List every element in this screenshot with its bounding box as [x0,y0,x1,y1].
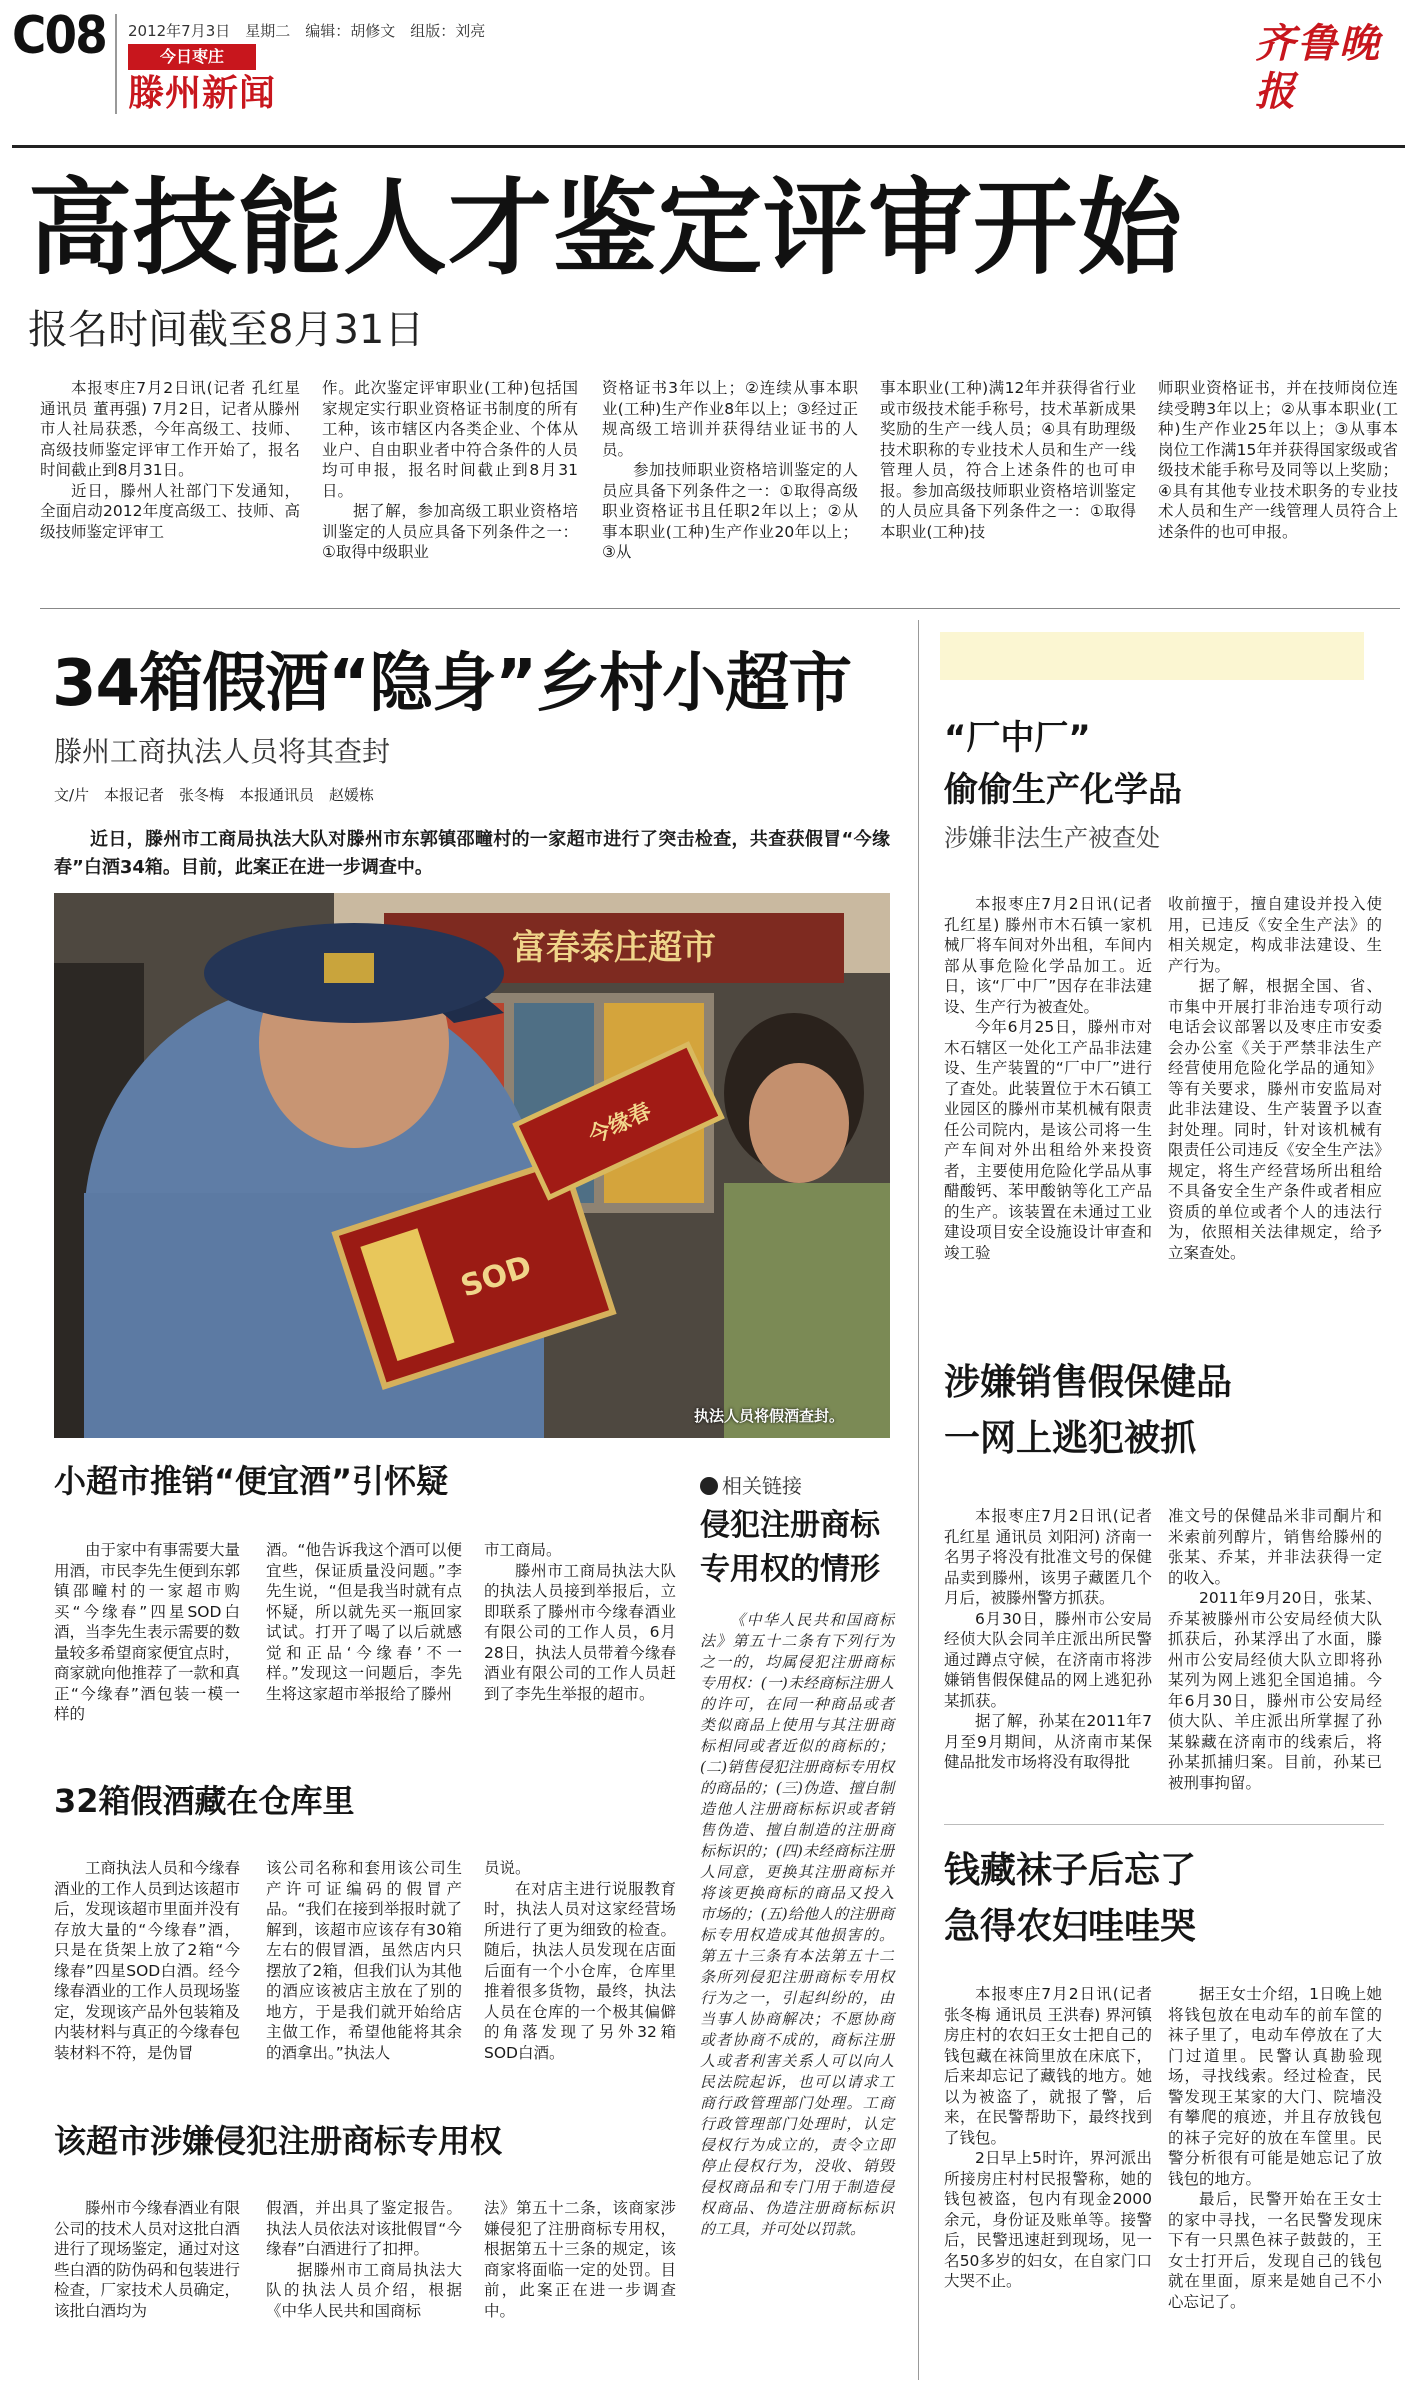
lead-divider [40,608,1400,609]
news-photo [54,893,890,1438]
rail-p: 据了解，孙某在2011年7月至9月期间，从济南市某保健品批发市场将没有取得批 [944,1712,1152,1771]
section-title: 32箱假酒藏在仓库里 [54,1782,355,1820]
rail-story2-headline2: 一网上逃犯被抓 [944,1418,1197,1459]
section-p: 假酒，并出具了鉴定报告。执法人员依法对该批假冒“今缘春”白酒进行了扣押。 [266,2199,462,2258]
section-p: 由于家中有事需要大量用酒，市民李先生便到东郭镇邵疃村的一家超市购买“今缘春”四星SOD白酒，当李先生表示需要的数量较多希望商家便宜点时，商家就向他推荐了一款和真正“今缘春”酒包装一模一样的 [54,1541,241,1723]
section-p: 市工商局。 [484,1541,562,1559]
lead-p: 近日，滕州人社部门下发通知，全面启动2012年度高级工、技师、高级技师鉴定评审工 [40,481,300,541]
lead-p: 资格证书3年以上；②连续从事本职业(工种)生产作业8年以上；③经过正规高级工培训并获得结业证书的人员。 [602,379,858,459]
section-p: 工商执法人员和今缘春酒业的工作人员到达该超市后，发现该超市里面并没有存放大量的“今缘春”酒，只是在货架上放了2箱“今缘春”四星SOD白酒。经今缘春酒业的工作人员现场鉴定，发现该产品外包装箱及内装材料与真正的今缘春包装材料不符，是伪冒 [54,1859,241,2062]
paper-name: 齐鲁晚报 [1255,20,1381,115]
lead-col-4 [880,378,1136,542]
sec3-col-2 [266,2198,462,2321]
rail-p: 本报枣庄7月2日讯(记者 孔红星) 滕州市木石镇一家机械厂将车间对外出租，车间内部从事危险化学品加工。近日，该“厂中厂”因存在非法建设、生产行为被查处。 [944,895,1152,1016]
main-subheadline: 滕州工商执法人员将其查封 [54,735,391,768]
section-tag: 今日枣庄 [128,44,256,70]
sec1-col-1 [54,1540,240,1725]
sec3-col-3 [484,2198,676,2321]
section-title: 该超市涉嫌侵犯注册商标专用权 [54,2122,503,2160]
rail-story1-headline1: “厂中厂” [944,718,1091,758]
rail-story3-col1 [944,1984,1152,2292]
rail-p: 本报枣庄7月2日讯(记者 孔红星 通讯员 刘阳河) 济南一名男子将没有批准文号的保健品卖到滕州，该男子藏匿几个月后，被滕州警方抓获。 [944,1507,1152,1607]
bottle-label: 今缘春 [584,1098,656,1150]
top-rule [12,145,1405,148]
section-title: 小超市推销“便宜酒”引怀疑 [54,1462,449,1500]
photo-caption: 执法人员将假酒查封。 [694,1407,845,1425]
sidebar-kicker-text: 相关链接 [722,1474,802,1498]
rail-p: 2日早上5时许，界河派出所接房庄村村民报警称，她的钱包被盗，包内有现金2000余元，身份证及账单等。接警后，民警迅速赶到现场，见一名50多岁的妇女，在自家门口大哭不止。 [944,2149,1152,2290]
rail-story3-headline1: 钱藏袜子后忘了 [944,1850,1197,1891]
lead-p: 据了解，参加高级工职业资格培训鉴定的人员应具备下列条件之一：①取得中级职业 [322,502,578,561]
rail-p: 2011年9月20日，张某、乔某被滕州市公安局经侦大队抓获后，孙某浮出了水面，滕州市公安局经侦大队立即将孙某列为网上逃犯全国追捕。今年6月30日，滕州市公安局经侦大队、羊庄派出所掌握了孙某躲藏在济南市的线索后，将孙某抓捕归案。目前，孙某已被刑事拘留。 [1168,1589,1382,1792]
rail-divider [918,620,919,2380]
rail-p: 6月30日，滕州市公安局经侦大队会同羊庄派出所民警通过蹲点守候，在济南市将涉嫌销售假保健品的网上逃犯孙某抓获。 [944,1609,1152,1710]
lead-col-1 [40,378,300,542]
lead-p: 事本职业(工种)满12年并获得省行业或市级技术能手称号，技术革新成果奖励的生产一线人员；④具有助理级技术职称的专业技术人员和生产一线管理人员，符合上述条件的也可申报。参加高级技师职业资格培训鉴定的人员应具备下列条件之一：①取得本职业(工种)技 [880,379,1136,541]
main-headline: 34箱假酒“隐身”乡村小超市 [52,647,852,721]
link-icon [700,1477,718,1495]
main-lede [54,826,890,882]
section-p: 在对店主进行说服教育时，执法人员对这家经营场所进行了更为细致的检查。随后，执法人员发现在店面后面有一个小仓库，仓库里推着很多货物，最终，执法人员在仓库的一个极其偏僻的角落发现了另外32箱SOD白酒。 [484,1879,676,2062]
section-name: 滕州新闻 [128,73,277,114]
masthead-divider [115,14,117,114]
lead-col-2 [322,378,578,563]
sidebar-kicker [700,1470,802,1499]
box-label: SOD [456,1249,536,1305]
rail-p: 据了解，根据全国、省、市集中开展打非治违专项行动电话会议部署以及枣庄市安委会办公室《关于严禁非法生产经营使用危险化学品的通知》等有关要求，滕州市安监局对此非法建设、生产装置予以查封处理。同时，针对该机械有限责任公司违反《安全生产法》规定，将生产经营场所出租给不具备安全生产条件或者相应资质的单位或者个人的违法行为，依照相关法律规定，给予立案查处。 [1168,977,1382,1262]
rail-p: 收前擅于，擅自建设并投入使用，已违反《安全生产法》的相关规定，构成非法建设、生产行为。 [1168,895,1382,975]
lead-p: 师职业资格证书，并在技师岗位连续受聘3年以上；②从事本职业(工种)生产作业25年以上；③从事本岗位工作满15年并获得国家级或省级技术能手称号及同等以上奖励；④具有其他专业技术职务的专业技术人员和生产一线管理人员符合上述条件的也可申报。 [1158,379,1398,541]
rail-p: 本报枣庄7月2日讯(记者 张冬梅 通讯员 王洪春) 界河镇房庄村的农妇王女士把自己的钱包藏在袜筒里放在床底下，后来却忘记了藏钱的地方。她以为被盗了，就报了警，后来，在民警帮助下，最终找到了钱包。 [944,1985,1152,2147]
main-byline: 文/片 本报记者 张冬梅 本报通讯员 赵媛栋 [54,786,375,804]
rail-story1-col1 [944,894,1152,1263]
lead-col-3 [602,378,858,563]
section-p: 滕州市工商局执法大队的执法人员接到举报后，立即联系了滕州市今缘春酒业有限公司的工作人员，6月28日，执法人员带着今缘春酒业有限公司的工作人员赶到了李先生举报的超市。 [484,1561,676,1703]
sec2-col-3 [484,1858,676,2063]
sidebar-body-text: 《中华人民共和国商标法》第五十二条有下列行为之一的，均属侵犯注册商标专用权：(一)未经商标注册人的许可，在同一种商品或者类似商品上使用与其注册商标相同或者近似的商标的；(二)销售侵犯注册商标专用权的商品的；(三)伪造、擅自制造他人注册商标标识或者销售伪造、擅自制造的注册商标标识的；(四)未经商标注册人同意，更换其注册商标并将该更换商标的商品又投入市场的；(五)给他人的注册商标专用权造成其他损害的。第五十三条有本法第五十二条所列侵犯注册商标专用权行为之一，引起纠纷的，由当事人协商解决；不愿协商或者协商不成的，商标注册人或者利害关系人可以向人民法院起诉，也可以请求工商行政管理部门处理。工商行政管理部门处理时，认定侵权行为成立的，责令立即停止侵权行为，没收、销毁侵权商品和专门用于制造侵权商品、伪造注册商标标识的工具，并可处以罚款。 [700,1611,894,2238]
lead-p: 本报枣庄7月2日讯(记者 孔红星 通讯员 董再强) 7月2日，记者从滕州市人社局获悉，今年高级工、技师、高级技师鉴定评审工作开始了，报名时间截止到8月31日。 [40,379,300,479]
rail-story1-headline2: 偷偷生产化学品 [944,770,1182,810]
rail-story2-col2 [1168,1506,1382,1793]
rail-story3-col2 [1168,1984,1382,2312]
rail-p: 最后，民警开始在王女士的家中寻找，一名民警发现床下有一只黑色袜子鼓鼓的，王女士打开后，发现自己的钱包就在里面，原来是她自己不小心忘记了。 [1168,2190,1382,2311]
sec1-col-2 [266,1540,462,1704]
section-p: 员说。 [484,1859,531,1877]
photo-scene [54,893,890,1438]
rail-p: 准文号的保健品米非司酮片和米索前列醇片，销售给滕州的张某、乔某，并非法获得一定的收入。 [1168,1507,1382,1587]
page-number: C08 [12,6,107,66]
rail-story1-col2 [1168,894,1382,1263]
rail-p: 今年6月25日，滕州市对木石辖区一处化工产品非法建设、生产装置的“厂中厂”进行了查处。此装置位于木石镇工业园区的滕州市某机械有限责任公司院内，是该公司将一生产车间对外出租给外来投资者，主要使用危险化学品从事醋酸钙、苯甲酸钠等化工产品的生产。该装置在未通过工业建设项目安全设施设计审查和竣工验 [944,1018,1152,1262]
sec2-col-1 [54,1858,240,2063]
rail-divider-2 [944,1824,1384,1825]
main-lede-text: 近日，滕州市工商局执法大队对滕州市东郭镇邵疃村的一家超市进行了突击检查，共查获假冒“今缘春”白酒34箱。目前，此案正在进一步调查中。 [54,829,890,878]
section-p: 该公司名称和套用该公司生产许可证编码的假冒产品。“我们在接到举报时就了解到，该超市应该存有30箱左右的假冒酒，虽然店内只摆放了2箱，但我们认为其他的酒应该被店主放在了别的地方，于是我们就开始给店主做工作，希望他能将其余的酒拿出。”执法人 [266,1859,462,2062]
shop-sign-text: 富春泰庄超市 [512,928,716,968]
sidebar-title-line1: 侵犯注册商标 [700,1508,880,1543]
section-p: 酒。“他告诉我这个酒可以便宜些，保证质量没问题。”李先生说，“但是我当时就有点怀疑，所以就先买一瓶回家试试。打开了喝了以后就感觉和正品‘今缘春’不一样。”发现这一问题后，李先生将这家超市举报给了滕州 [266,1541,462,1703]
rail-story2-col1 [944,1506,1152,1773]
lead-headline: 高技能人才鉴定评审开始 [28,167,1184,289]
rail-highlight-bar [940,632,1364,680]
rail-story1-subheadline: 涉嫌非法生产被查处 [944,824,1160,852]
section-p: 法》第五十二条，该商家涉嫌侵犯了注册商标专用权，根据第五十三条的规定，该商家将面临一定的处罚。目前，此案正在进一步调查中。 [484,2199,676,2320]
section-p: 滕州市今缘春酒业有限公司的技术人员对这批白酒进行了现场鉴定，通过对这些白酒的防伪码和包装进行检查，厂家技术人员确定，该批白酒均为 [54,2199,241,2320]
sec2-col-2 [266,1858,462,2063]
sidebar-body [700,1610,894,2240]
sidebar-title-line2: 专用权的情形 [700,1552,880,1587]
section-p: 据滕州市工商局执法大队的执法人员介绍，根据《中华人民共和国商标 [266,2260,462,2320]
rail-p: 据王女士介绍，1日晚上她将钱包放在电动车的前车筐的袜子里了，电动车停放在了大门过道里。民警认真勘验现场，寻找线索。经过检查，民警发现王某家的大门、院墙没有攀爬的痕迹，并且存放钱包的袜子完好的放在车筐里。民警分析很有可能是她忘记了放钱包的地方。 [1168,1985,1382,2188]
lead-col-5 [1158,378,1398,542]
rail-story3-headline2: 急得农妇哇哇哭 [944,1906,1197,1947]
lead-p: 参加技师职业资格培训鉴定的人员应具备下列条件之一：①取得高级职业资格证书且任职2年以上；②从事本职业(工种)生产作业20年以上；③从 [602,461,858,561]
lead-p: 作。此次鉴定评审职业(工种)包括国家规定实行职业资格证书制度的所有工种，该市辖区内各类企业、个体从业户、自由职业者中符合条件的人员均可申报，报名时间截止到8月31日。 [322,379,578,500]
sec3-col-1 [54,2198,240,2321]
rail-story2-headline1: 涉嫌销售假保健品 [944,1362,1233,1403]
lead-subheadline: 报名时间截至8月31日 [28,307,425,353]
sec1-col-3 [484,1540,676,1704]
date-line: 2012年7月3日 星期二 编辑：胡修文 组版：刘亮 [128,22,486,40]
